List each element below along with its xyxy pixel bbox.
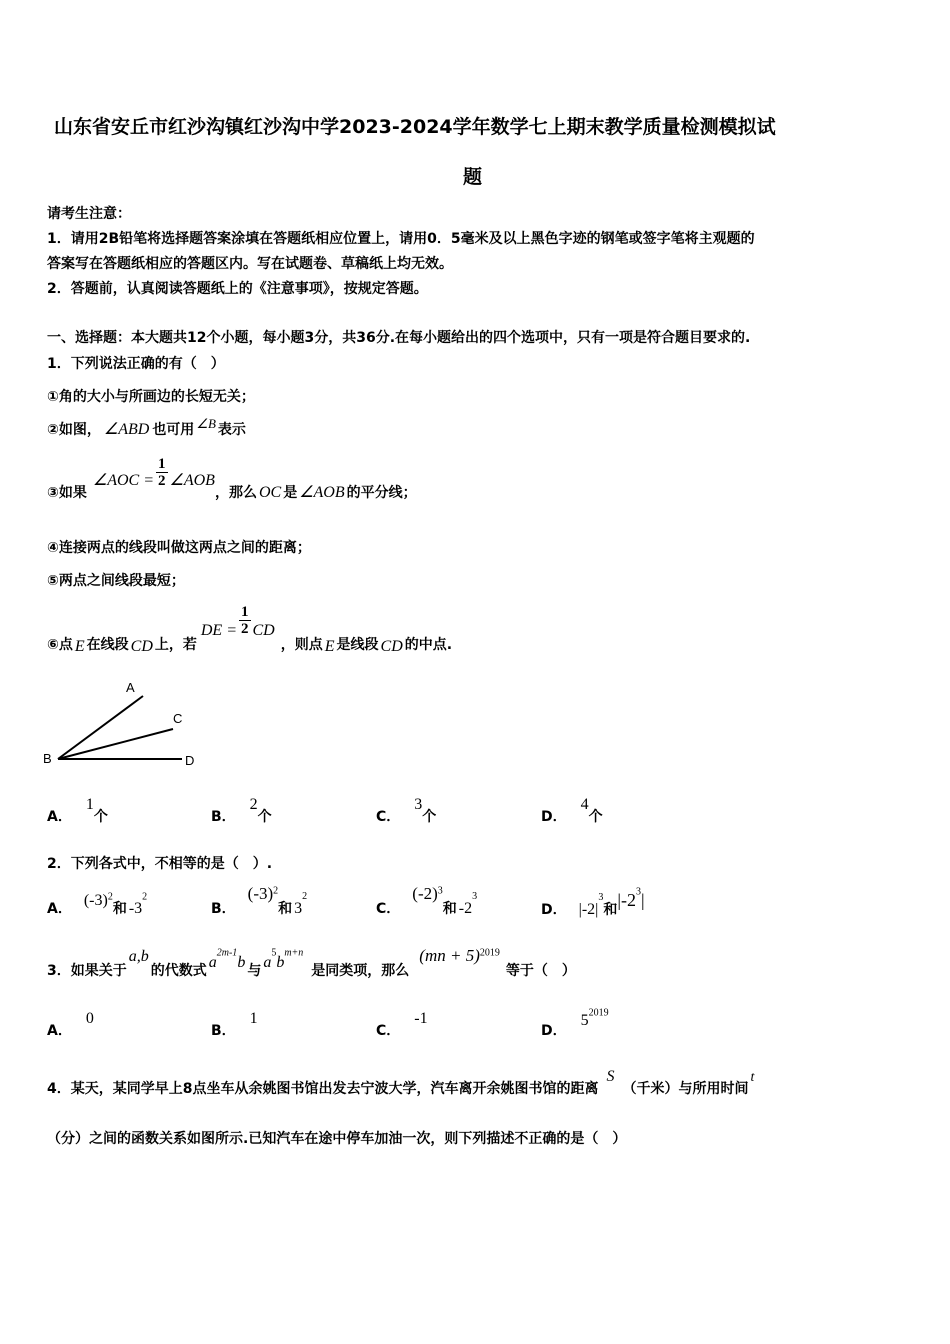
q1-s3-fraction	[156, 456, 168, 489]
q3-stem	[47, 946, 576, 979]
q1-s6-num: 1	[241, 604, 249, 620]
notice-item1-line2: 答案写在答题纸相应的答题区内。写在试题卷、草稿纸上均无效。	[47, 256, 453, 272]
q1-option-c-unit: 个	[422, 809, 437, 825]
q1-s3-math1: ∠AOC =	[92, 471, 154, 489]
q1-s3-pre: ③如果	[47, 484, 87, 501]
q3-mid1: 的代数式	[150, 963, 207, 979]
q2-b-expr2: 3	[294, 900, 303, 917]
q1-statement-6	[47, 604, 453, 655]
q2-a-expr1: (-3)	[83, 892, 108, 909]
q1-option-d-value: 4	[580, 796, 589, 813]
q3-c-value: -1	[414, 1010, 428, 1027]
q1-statement-1: ①角的大小与所画边的长短无关；	[47, 389, 255, 405]
q2-d-expr2: |-2	[617, 890, 636, 910]
q3-e1-base: a	[208, 954, 217, 971]
q3-d-value: 5	[580, 1012, 589, 1029]
q1-option-c[interactable]	[376, 796, 437, 825]
q1-statement-4: ④连接两点的线段叫做这两点之间的距离；	[47, 540, 311, 556]
q1-option-a-value: 1	[85, 796, 94, 813]
notice-heading: 请考生注意：	[47, 206, 131, 222]
q1-option-a-unit: 个	[93, 809, 108, 825]
q2-d-expr2-close: |	[640, 890, 645, 910]
ray-BC	[58, 729, 173, 759]
q2-d-and: 和	[603, 902, 618, 918]
q2-d-expr1: |-2|	[578, 901, 599, 918]
q1-s6-fraction	[239, 604, 251, 637]
q3-option-b[interactable]	[211, 1008, 258, 1039]
q1-option-c-value: 3	[414, 796, 423, 813]
q3-e3: (mn + 5)	[419, 946, 480, 965]
q3-e2-bexp: m+n	[284, 947, 304, 959]
q1-s3-mid2: 是	[283, 484, 298, 501]
q1-s6-mid4: 是线段	[336, 636, 379, 653]
q1-stem: 1．下列说法正确的有（ ）	[47, 356, 225, 372]
q4-line1-pre: 4．某天，某同学早上8点坐车从余姚图书馆出发去宁波大学，汽车离开余姚图书馆的距离	[47, 1081, 599, 1097]
q2-c-label: C．	[376, 901, 401, 917]
q3-a-label: A．	[47, 1023, 72, 1039]
q1-angle-figure	[40, 675, 210, 775]
q3-e1-exp: 2m-1	[216, 947, 238, 959]
q1-option-c-label: C．	[376, 809, 401, 825]
q1-s3-math3: OC	[258, 483, 282, 501]
q3-d-label: D．	[541, 1023, 567, 1039]
q2-d-label: D．	[541, 902, 567, 918]
q3-e1-b: b	[237, 954, 246, 971]
q3-e3-exp: 2019	[479, 947, 500, 959]
q1-statement-3	[47, 456, 417, 501]
q2-b-and: 和	[278, 901, 293, 917]
q4-S: S	[606, 1068, 615, 1085]
q1-s3-mid: ，那么	[214, 484, 257, 501]
q1-option-d[interactable]	[541, 796, 603, 825]
q4-line2: （分）之间的函数关系如图所示.已知汽车在途中停车加油一次，则下列描述不正确的是（ ）	[47, 1131, 627, 1147]
q3-post: 等于（ ）	[505, 963, 576, 979]
q1-s3-math2: ∠AOB	[169, 471, 215, 489]
q2-option-a[interactable]	[47, 890, 148, 917]
q1-s2-pre: ②如图，	[47, 422, 101, 438]
q3-option-c[interactable]	[376, 1008, 428, 1039]
q3-option-d[interactable]	[541, 1006, 609, 1039]
q1-s2-math: ∠ABD	[103, 421, 150, 438]
q2-stem: 2．下列各式中，不相等的是（ ）.	[47, 856, 273, 872]
q3-d-exp: 2019	[588, 1007, 609, 1019]
page-title-line1: 山东省安丘市红沙沟镇红沙沟中学2023-2024学年数学七上期末教学质量检测模拟试	[54, 116, 776, 138]
q3-e2-aexp: 5	[271, 947, 277, 959]
q1-s2-mid: 也可用	[152, 422, 195, 438]
point-A-label: A	[126, 680, 135, 695]
q1-s6-math: DE =	[200, 621, 237, 639]
q1-statement-2	[47, 416, 246, 439]
q1-s6-den: 2	[241, 621, 249, 637]
q2-a-expr1-exp: 2	[107, 891, 113, 903]
q1-s6-pre: ⑥点	[47, 636, 73, 653]
q1-s3-den: 2	[158, 473, 166, 489]
q3-option-a[interactable]	[47, 1008, 94, 1039]
q1-s6-mid: 在线段	[86, 636, 129, 653]
point-C-label: C	[173, 711, 183, 726]
q3-e2-a: a	[263, 954, 272, 971]
q3-b-label: B．	[211, 1023, 236, 1039]
q3-c-label: C．	[376, 1023, 401, 1039]
q1-s6-mid2: 上，若	[154, 636, 197, 653]
page-title-line2: 题	[463, 166, 483, 188]
q1-option-b[interactable]	[211, 796, 272, 825]
q2-option-b[interactable]	[211, 884, 308, 917]
q1-option-d-label: D．	[541, 809, 567, 825]
q1-s3-math4: ∠AOB	[299, 483, 345, 501]
q1-s6-CD3: CD	[380, 637, 403, 655]
q1-option-b-label: B．	[211, 809, 236, 825]
q1-s6-CD2: CD	[252, 621, 275, 639]
q2-a-expr2: -3	[128, 900, 143, 917]
q2-b-label: B．	[211, 901, 236, 917]
q3-b-value: 1	[249, 1010, 258, 1027]
q1-s6-CD: CD	[130, 637, 153, 655]
q2-option-c[interactable]	[376, 884, 478, 917]
q2-c-expr2: -2	[458, 900, 473, 917]
q2-a-label: A．	[47, 901, 72, 917]
q1-statement-5: ⑤两点之间线段最短；	[47, 573, 185, 589]
point-D-label: D	[185, 753, 195, 768]
q3-ab: a,b	[128, 948, 149, 965]
q2-c-expr1-exp: 3	[437, 885, 443, 897]
q1-s2-math2: ∠B	[196, 416, 216, 431]
q2-b-expr2-exp: 2	[302, 891, 308, 903]
point-B-label: B	[43, 751, 52, 766]
q3-mid2: 与	[247, 963, 262, 979]
q1-option-a-label: A．	[47, 809, 72, 825]
q4-line1	[47, 1066, 755, 1097]
q4-t: t	[750, 1070, 755, 1085]
q1-option-b-unit: 个	[257, 809, 272, 825]
q1-option-b-value: 2	[249, 796, 258, 813]
q2-d-expr2-exp: 3	[635, 886, 641, 898]
ray-BA	[58, 696, 143, 759]
q1-s6-E: E	[74, 637, 85, 655]
q4-line1-mid: （千米）与所用时间	[622, 1081, 749, 1097]
q1-option-a[interactable]	[47, 796, 108, 825]
q1-option-d-unit: 个	[588, 809, 603, 825]
q2-b-expr1: (-3)	[247, 884, 274, 903]
q1-s6-post: 的中点.	[404, 636, 453, 653]
q3-mid3: 是同类项，那么	[311, 963, 410, 979]
q1-s6-E2: E	[324, 637, 335, 655]
q2-c-expr1: (-2)	[412, 884, 438, 903]
q2-c-expr2-exp: 3	[472, 891, 478, 903]
q3-e2-b: b	[276, 954, 285, 971]
q2-a-and: 和	[112, 901, 127, 917]
q1-s6-mid3: ，则点	[280, 636, 323, 653]
q2-b-expr1-exp: 2	[273, 885, 279, 897]
q1-s3-num: 1	[158, 456, 166, 472]
section1-heading: 一、选择题：本大题共12个小题，每小题3分，共36分.在每小题给出的四个选项中，只有一项是符合题目要求的.	[47, 330, 751, 346]
q2-c-and: 和	[442, 901, 457, 917]
q2-d-expr1-exp: 3	[598, 892, 604, 904]
q3-a-value: 0	[85, 1010, 94, 1027]
q2-a-expr2-exp: 2	[142, 891, 148, 903]
notice-item2: 2．答题前，认真阅读答题纸上的《注意事项》，按规定答题。	[47, 281, 428, 297]
notice-item1-line1: 1．请用2B铅笔将选择题答案涂填在答题纸相应位置上，请用0．5毫米及以上黑色字迹的钢笔或签字笔将主观题的	[47, 231, 755, 247]
q1-s3-post: 的平分线；	[346, 484, 417, 501]
q2-option-d[interactable]	[541, 884, 645, 918]
q3-pre: 3．如果关于	[47, 963, 127, 979]
q1-s2-post: 表示	[217, 422, 246, 438]
